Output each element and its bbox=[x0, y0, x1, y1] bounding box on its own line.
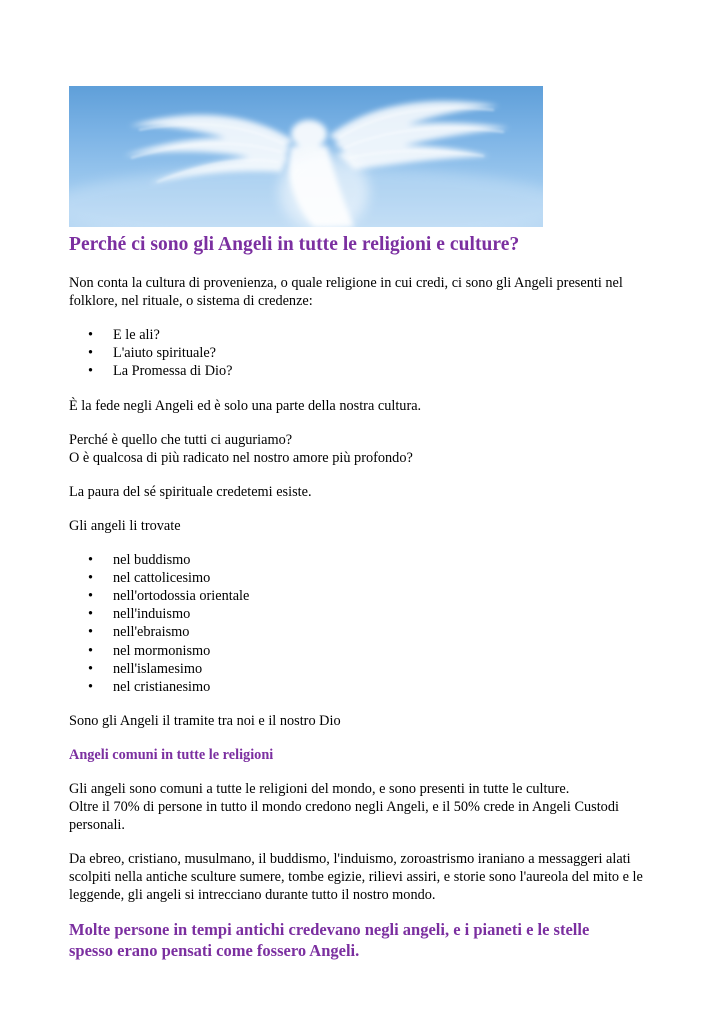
document-page bbox=[69, 86, 659, 961]
bullet-icon: • bbox=[88, 327, 94, 343]
list-item bbox=[69, 660, 659, 678]
article-title: Perché ci sono gli Angeli in tutte le religioni e culture? bbox=[69, 234, 520, 255]
list-item bbox=[69, 326, 659, 344]
list-item bbox=[69, 605, 659, 623]
angel-cloud-illustration bbox=[69, 86, 543, 227]
faith-paragraph: È la fede negli Angeli ed è solo una parte della nostra cultura. bbox=[69, 397, 422, 414]
list-item-text: La Promessa di Dio? bbox=[113, 363, 233, 380]
bullet-icon: • bbox=[88, 660, 94, 677]
history-paragraph: Da ebreo, cristiano, musulmano, il buddismo, l'induismo, zoroastrismo iraniano a messaggeri alati scolpiti nella antiche sculture sumere, tombe egizie, rilievi assiri, e storie sono l'aureola del mito e le leggende, gli angeli si intrecciano durante tutto il nostro mondo. bbox=[69, 851, 643, 904]
fear-paragraph: La paura del sé spirituale credetemi esiste. bbox=[69, 483, 312, 500]
list-item bbox=[69, 623, 659, 641]
list-item bbox=[69, 569, 659, 587]
bullet-icon: • bbox=[88, 642, 94, 659]
section-subheading: Angeli comuni in tutte le religioni bbox=[69, 747, 274, 764]
questions-list bbox=[69, 326, 659, 381]
bridge-paragraph: Sono gli Angeli il tramite tra noi e il nostro Dio bbox=[69, 713, 341, 730]
list-item-text: nell'induismo bbox=[113, 606, 191, 623]
why-line-2: O è qualcosa di più radicato nel nostro amore più profondo? bbox=[69, 449, 413, 466]
found-paragraph: Gli angeli li trovate bbox=[69, 517, 181, 534]
list-item-text: nell'ortodossia orientale bbox=[113, 588, 250, 605]
bullet-icon: • bbox=[88, 551, 94, 568]
list-item bbox=[69, 362, 659, 380]
bullet-icon: • bbox=[88, 588, 94, 605]
bullet-icon: • bbox=[88, 606, 94, 623]
list-item bbox=[69, 587, 659, 605]
list-item bbox=[69, 642, 659, 660]
list-item-text: L'aiuto spirituale? bbox=[113, 345, 217, 362]
list-item-text: E le ali? bbox=[113, 327, 160, 343]
religions-list bbox=[69, 551, 659, 697]
why-line-1: Perché è quello che tutti ci auguriamo? bbox=[69, 431, 293, 448]
bullet-icon: • bbox=[88, 345, 94, 362]
bullet-icon: • bbox=[88, 624, 94, 641]
list-item-text: nell'islamesimo bbox=[113, 660, 203, 677]
closing-heading: Molte persone in tempi antichi credevano negli angeli, e i pianeti e le stelle spesso erano pensati come fossero Angeli. bbox=[69, 920, 590, 960]
angel-cloud-image bbox=[69, 86, 543, 227]
list-item-text: nel cristianesimo bbox=[113, 679, 211, 696]
bullet-icon: • bbox=[88, 569, 94, 586]
list-item bbox=[69, 551, 659, 569]
list-item-text: nel mormonismo bbox=[113, 642, 211, 659]
common-line-1: Gli angeli sono comuni a tutte le religioni del mondo, e sono presenti in tutte le culture. bbox=[69, 781, 570, 798]
list-item bbox=[69, 678, 659, 696]
bullet-icon: • bbox=[88, 679, 94, 696]
bullet-icon: • bbox=[88, 363, 94, 380]
common-line-2: Oltre il 70% di persone in tutto il mondo credono negli Angeli, e il 50% crede in Angeli Custodi personali. bbox=[69, 799, 619, 834]
list-item-text: nell'ebraismo bbox=[113, 624, 190, 641]
list-item-text: nel cattolicesimo bbox=[113, 569, 211, 586]
intro-paragraph: Non conta la cultura di provenienza, o quale religione in cui credi, ci sono gli Angeli presenti nel folklore, nel rituale, o sistema di credenze: bbox=[69, 275, 623, 309]
list-item-text: nel buddismo bbox=[113, 551, 191, 568]
list-item bbox=[69, 344, 659, 362]
